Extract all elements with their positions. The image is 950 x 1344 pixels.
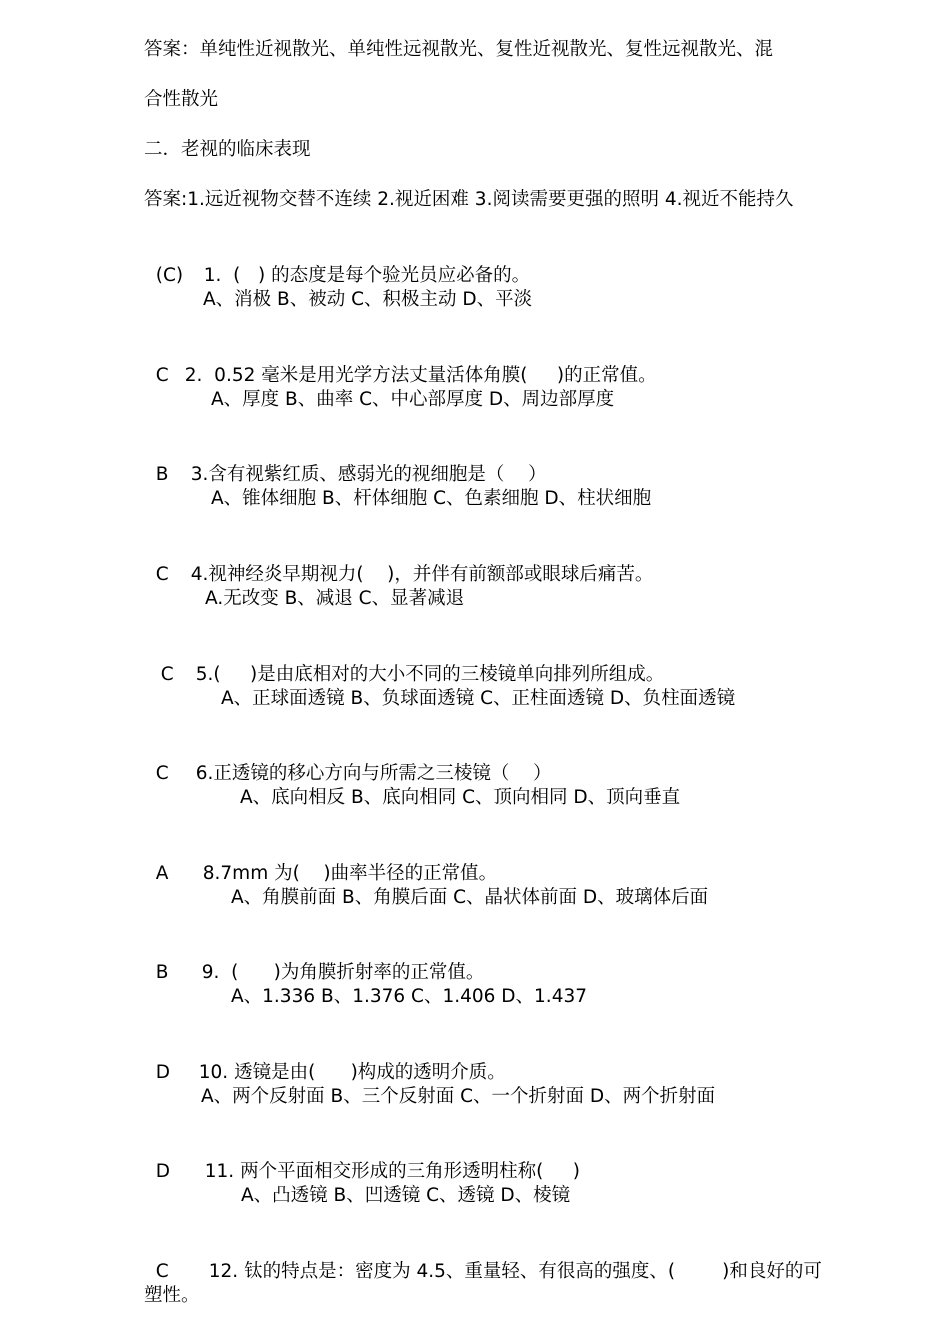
question-stem: 4.视神经炎早期视力( )，并伴有前额部或眼球后痛苦。 [190, 564, 654, 585]
question-10-options: A、两个反射面 B、三个反射面 C、一个折射面 D、两个折射面 [201, 1086, 716, 1107]
answer-text-line-2: 合性散光 [144, 89, 219, 110]
question-stem: 1. ( ) 的态度是每个验光员应必备的。 [203, 265, 531, 286]
question-stem: 2. 0.52 毫米是用光学方法丈量活体角膜( )的正常值。 [184, 365, 657, 386]
question-2 [144, 337, 657, 389]
answer-text-line-3: 答案:1.远近视物交替不连续 2.视近困难 3.阅读需要更强的照明 4.视近不能持久 [144, 189, 794, 210]
answer-text-line-1: 答案：单纯性近视散光、单纯性远视散光、复性近视散光、复性远视散光、混 [144, 39, 774, 60]
question-3-options: A、锥体细胞 B、杆体细胞 C、色素细胞 D、柱状细胞 [211, 488, 652, 509]
question-4-options: A.无改变 B、减退 C、显著减退 [205, 588, 465, 609]
question-stem: 10. 透镜是由( )构成的透明介质。 [198, 1062, 506, 1083]
question-stem: 5.( )是由底相对的大小不同的三棱镜单向排列所组成。 [195, 664, 665, 685]
answer-key: D [155, 1062, 171, 1083]
question-8 [144, 835, 497, 887]
answer-key: C [155, 1261, 169, 1282]
question-12 [144, 1233, 822, 1285]
question-2-options: A、厚度 B、曲率 C、中心部厚度 D、周边部厚度 [211, 389, 615, 410]
question-4 [144, 536, 653, 588]
answer-key: A [155, 863, 169, 884]
answer-key: C [155, 365, 169, 386]
question-stem: 11. 两个平面相交形成的三角形透明柱称( ) [204, 1161, 580, 1182]
question-6-options: A、底向相反 B、底向相同 C、顶向相同 D、顶向垂直 [240, 787, 681, 808]
question-stem: 3.含有视紫红质、感弱光的视细胞是（ ） [190, 464, 547, 485]
answer-key: (C) [155, 265, 184, 286]
question-8-options: A、角膜前面 B、角膜后面 C、晶状体前面 D、玻璃体后面 [231, 887, 709, 908]
answer-key: B [155, 962, 169, 983]
question-10 [144, 1034, 506, 1086]
answer-key: B [155, 464, 169, 485]
question-1 [144, 237, 530, 289]
question-5-options: A、正球面透镜 B、负球面透镜 C、正柱面透镜 D、负柱面透镜 [221, 688, 736, 709]
question-6 [144, 735, 551, 787]
question-5 [149, 636, 664, 688]
answer-key: C [155, 763, 169, 784]
question-12-continuation: 塑性。 [144, 1285, 200, 1306]
question-11 [144, 1133, 580, 1185]
question-stem: 12. 钛的特点是：密度为 4.5、重量轻、有很高的强度、( )和良好的可 [208, 1261, 822, 1282]
question-9-options: A、1.336 B、1.376 C、1.406 D、1.437 [231, 986, 587, 1007]
answer-key: C [155, 564, 169, 585]
answer-key: D [155, 1161, 171, 1182]
question-9 [144, 934, 484, 986]
question-11-options: A、凸透镜 B、凹透镜 C、透镜 D、棱镜 [241, 1185, 571, 1206]
question-1-options: A、消极 B、被动 C、积极主动 D、平淡 [203, 289, 533, 310]
answer-key: C [160, 664, 174, 685]
question-stem: 8.7mm 为( )曲率半径的正常值。 [202, 863, 498, 884]
question-stem: 6.正透镜的移心方向与所需之三棱镜（ ） [195, 763, 552, 784]
question-stem: 9. ( )为角膜折射率的正常值。 [201, 962, 485, 983]
question-3 [144, 436, 546, 488]
section-title: 二．老视的临床表现 [144, 139, 311, 160]
